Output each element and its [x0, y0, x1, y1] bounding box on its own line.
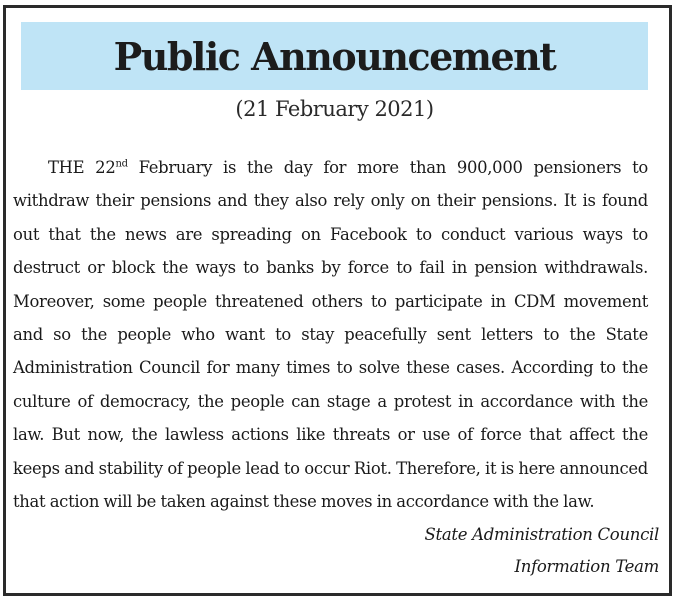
signature-council: State Administration Council	[424, 525, 659, 544]
announcement-title: Public Announcement	[113, 33, 556, 79]
title-banner	[21, 22, 648, 90]
body-rest: February is the day for more than 900,000 pensioners to withdraw their pensions and they also rely only on their pensions. It is found out that the news are spreading on Facebook to conduct various ways to destruct or block the ways to banks by force to fail in pension withdrawals. Moreover, some people threatened others to participate in CDM movement and so the people who want to stay peacefully sent letters to the State Administration Council for many times to solve these cases. According to the culture of democracy, the people can stage a protest in accordance with the law. But now, the lawless actions like threats or use of force that affect the keeps and stability of people lead to occur Riot. Therefore, it is here announced that action will be taken against these moves in accordance with the law.	[13, 158, 648, 512]
body-lead: THE 22	[48, 158, 116, 177]
announcement-date: (21 February 2021)	[235, 97, 434, 121]
announcement-body	[13, 151, 648, 518]
body-superscript: nd	[115, 158, 128, 170]
signature-team: Information Team	[514, 557, 659, 576]
